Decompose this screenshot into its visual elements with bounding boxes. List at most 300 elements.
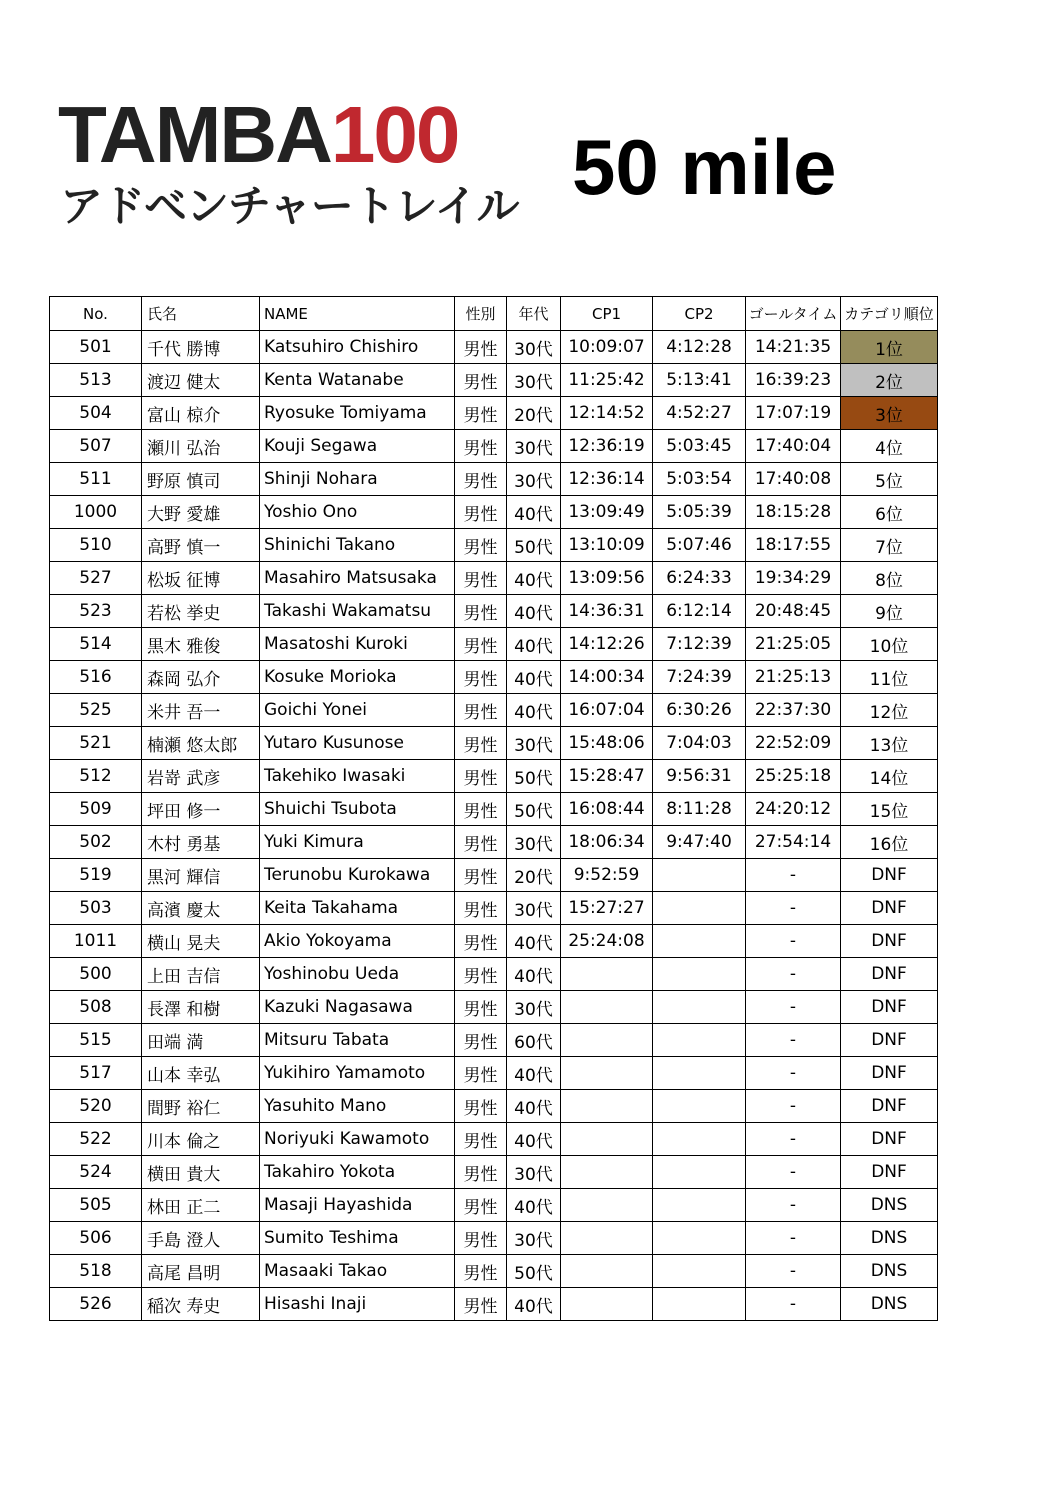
cell-name-en: Kazuki Nagasawa — [260, 991, 455, 1024]
cell-gender: 男性 — [455, 1123, 507, 1156]
cell-gender: 男性 — [455, 1288, 507, 1321]
cell-name-en: Kosuke Morioka — [260, 661, 455, 694]
cell-cp1: 16:08:44 — [561, 793, 653, 826]
cell-name-jp: 上田 吉信 — [142, 958, 260, 991]
cell-cp2 — [653, 1123, 746, 1156]
cell-name-jp: 松坂 征博 — [142, 562, 260, 595]
cell-category-rank: DNF — [841, 925, 938, 958]
cell-category-rank: 4位 — [841, 430, 938, 463]
cell-name-jp: 長澤 和樹 — [142, 991, 260, 1024]
cell-name-en: Terunobu Kurokawa — [260, 859, 455, 892]
cell-cp2: 6:12:14 — [653, 595, 746, 628]
cell-category-rank: 6位 — [841, 496, 938, 529]
cell-cp1: 18:06:34 — [561, 826, 653, 859]
cell-cp2 — [653, 1156, 746, 1189]
header-gender: 性別 — [455, 297, 507, 331]
cell-name-en: Keita Takahama — [260, 892, 455, 925]
cell-goal-time: 22:37:30 — [746, 694, 841, 727]
cell-no: 517 — [50, 1057, 142, 1090]
cell-cp1: 11:25:42 — [561, 364, 653, 397]
cell-age-group: 40代 — [507, 628, 561, 661]
cell-name-jp: 坪田 修一 — [142, 793, 260, 826]
cell-goal-time: 24:20:12 — [746, 793, 841, 826]
cell-no: 515 — [50, 1024, 142, 1057]
cell-goal-time: 19:34:29 — [746, 562, 841, 595]
cell-age-group: 40代 — [507, 1057, 561, 1090]
cell-goal-time: - — [746, 892, 841, 925]
cell-cp2: 8:11:28 — [653, 793, 746, 826]
table-row — [50, 463, 938, 496]
cell-category-rank: 14位 — [841, 760, 938, 793]
cell-cp2: 4:12:28 — [653, 331, 746, 364]
cell-no: 524 — [50, 1156, 142, 1189]
table-row — [50, 1189, 938, 1222]
cell-cp2 — [653, 1255, 746, 1288]
cell-goal-time: 18:15:28 — [746, 496, 841, 529]
cell-age-group: 20代 — [507, 859, 561, 892]
cell-no: 522 — [50, 1123, 142, 1156]
cell-cp1: 13:10:09 — [561, 529, 653, 562]
cell-no: 509 — [50, 793, 142, 826]
cell-name-en: Yasuhito Mano — [260, 1090, 455, 1123]
cell-name-en: Ryosuke Tomiyama — [260, 397, 455, 430]
table-row — [50, 694, 938, 727]
cell-no: 511 — [50, 463, 142, 496]
cell-name-en: Takahiro Yokota — [260, 1156, 455, 1189]
cell-name-jp: 高尾 昌明 — [142, 1255, 260, 1288]
cell-cp1 — [561, 1255, 653, 1288]
table-row — [50, 430, 938, 463]
cell-category-rank: 9位 — [841, 595, 938, 628]
table-row — [50, 595, 938, 628]
cell-name-en: Mitsuru Tabata — [260, 1024, 455, 1057]
page-title: 50 mile — [572, 123, 837, 211]
cell-gender: 男性 — [455, 661, 507, 694]
cell-cp2 — [653, 1288, 746, 1321]
cell-age-group: 30代 — [507, 826, 561, 859]
cell-gender: 男性 — [455, 463, 507, 496]
cell-name-jp: 黒河 輝信 — [142, 859, 260, 892]
cell-cp2: 5:05:39 — [653, 496, 746, 529]
cell-goal-time: - — [746, 1255, 841, 1288]
cell-age-group: 30代 — [507, 1222, 561, 1255]
cell-goal-time: 14:21:35 — [746, 331, 841, 364]
table-row — [50, 562, 938, 595]
cell-age-group: 40代 — [507, 562, 561, 595]
cell-age-group: 40代 — [507, 661, 561, 694]
cell-category-rank: 8位 — [841, 562, 938, 595]
cell-cp1: 13:09:49 — [561, 496, 653, 529]
cell-age-group: 40代 — [507, 496, 561, 529]
cell-name-en: Masatoshi Kuroki — [260, 628, 455, 661]
cell-name-jp: 大野 愛雄 — [142, 496, 260, 529]
cell-gender: 男性 — [455, 1255, 507, 1288]
cell-name-jp: 米井 吾一 — [142, 694, 260, 727]
cell-age-group: 40代 — [507, 1288, 561, 1321]
cell-cp2: 7:12:39 — [653, 628, 746, 661]
cell-goal-time: - — [746, 1222, 841, 1255]
cell-name-jp: 森岡 弘介 — [142, 661, 260, 694]
cell-goal-time: - — [746, 1024, 841, 1057]
table-row — [50, 826, 938, 859]
cell-cp2 — [653, 925, 746, 958]
table-row — [50, 628, 938, 661]
cell-cp1 — [561, 1222, 653, 1255]
cell-cp2: 6:30:26 — [653, 694, 746, 727]
cell-cp2: 7:24:39 — [653, 661, 746, 694]
cell-age-group: 30代 — [507, 331, 561, 364]
cell-gender: 男性 — [455, 1057, 507, 1090]
cell-age-group: 30代 — [507, 1156, 561, 1189]
table-row — [50, 1156, 938, 1189]
cell-category-rank: DNF — [841, 859, 938, 892]
cell-no: 521 — [50, 727, 142, 760]
cell-cp1 — [561, 1288, 653, 1321]
cell-goal-time: - — [746, 1090, 841, 1123]
cell-goal-time: - — [746, 1123, 841, 1156]
table-row — [50, 727, 938, 760]
cell-no: 506 — [50, 1222, 142, 1255]
table-row — [50, 364, 938, 397]
cell-cp2: 5:03:45 — [653, 430, 746, 463]
cell-cp1: 14:12:26 — [561, 628, 653, 661]
cell-category-rank: 11位 — [841, 661, 938, 694]
cell-cp2 — [653, 1057, 746, 1090]
cell-cp1: 12:14:52 — [561, 397, 653, 430]
cell-name-jp: 横田 貴大 — [142, 1156, 260, 1189]
cell-no: 527 — [50, 562, 142, 595]
cell-category-rank: DNS — [841, 1288, 938, 1321]
cell-age-group: 30代 — [507, 727, 561, 760]
cell-name-jp: 林田 正二 — [142, 1189, 260, 1222]
header-age-group: 年代 — [507, 297, 561, 331]
cell-name-en: Kenta Watanabe — [260, 364, 455, 397]
cell-name-en: Takashi Wakamatsu — [260, 595, 455, 628]
cell-no: 520 — [50, 1090, 142, 1123]
cell-name-jp: 木村 勇基 — [142, 826, 260, 859]
table-row — [50, 892, 938, 925]
header-no: No. — [50, 297, 142, 331]
cell-cp2 — [653, 958, 746, 991]
cell-category-rank: 2位 — [841, 364, 938, 397]
cell-no: 512 — [50, 760, 142, 793]
cell-name-jp: 高濱 慶太 — [142, 892, 260, 925]
cell-cp1 — [561, 958, 653, 991]
cell-name-jp: 手島 澄人 — [142, 1222, 260, 1255]
cell-cp2: 7:04:03 — [653, 727, 746, 760]
cell-goal-time: 25:25:18 — [746, 760, 841, 793]
cell-cp1: 10:09:07 — [561, 331, 653, 364]
cell-cp2: 9:56:31 — [653, 760, 746, 793]
cell-gender: 男性 — [455, 1222, 507, 1255]
cell-cp1: 16:07:04 — [561, 694, 653, 727]
cell-name-en: Masaaki Takao — [260, 1255, 455, 1288]
cell-category-rank: DNS — [841, 1222, 938, 1255]
cell-gender: 男性 — [455, 364, 507, 397]
cell-cp1: 12:36:19 — [561, 430, 653, 463]
cell-category-rank: 12位 — [841, 694, 938, 727]
cell-age-group: 30代 — [507, 991, 561, 1024]
cell-cp1 — [561, 991, 653, 1024]
cell-no: 526 — [50, 1288, 142, 1321]
cell-gender: 男性 — [455, 958, 507, 991]
cell-no: 525 — [50, 694, 142, 727]
cell-age-group: 40代 — [507, 958, 561, 991]
cell-no: 501 — [50, 331, 142, 364]
cell-name-en: Yukihiro Yamamoto — [260, 1057, 455, 1090]
cell-name-en: Yoshinobu Ueda — [260, 958, 455, 991]
cell-cp2 — [653, 859, 746, 892]
cell-gender: 男性 — [455, 991, 507, 1024]
header-category-rank: カテゴリ順位 — [841, 297, 938, 331]
cell-name-en: Sumito Teshima — [260, 1222, 455, 1255]
cell-gender: 男性 — [455, 529, 507, 562]
cell-name-jp: 川本 倫之 — [142, 1123, 260, 1156]
cell-cp1: 14:00:34 — [561, 661, 653, 694]
cell-gender: 男性 — [455, 727, 507, 760]
cell-category-rank: 13位 — [841, 727, 938, 760]
cell-cp2 — [653, 1090, 746, 1123]
cell-name-en: Masahiro Matsusaka — [260, 562, 455, 595]
table-row — [50, 991, 938, 1024]
cell-age-group: 40代 — [507, 1123, 561, 1156]
cell-cp2: 6:24:33 — [653, 562, 746, 595]
cell-category-rank: DNS — [841, 1255, 938, 1288]
cell-goal-time: 21:25:05 — [746, 628, 841, 661]
cell-gender: 男性 — [455, 1156, 507, 1189]
table-row — [50, 1057, 938, 1090]
table-row — [50, 793, 938, 826]
cell-name-en: Kouji Segawa — [260, 430, 455, 463]
cell-cp1: 25:24:08 — [561, 925, 653, 958]
cell-cp2 — [653, 991, 746, 1024]
cell-category-rank: DNF — [841, 1156, 938, 1189]
cell-no: 503 — [50, 892, 142, 925]
cell-gender: 男性 — [455, 892, 507, 925]
cell-name-en: Goichi Yonei — [260, 694, 455, 727]
cell-cp1 — [561, 1057, 653, 1090]
cell-gender: 男性 — [455, 595, 507, 628]
cell-goal-time: - — [746, 1156, 841, 1189]
cell-gender: 男性 — [455, 397, 507, 430]
cell-age-group: 50代 — [507, 760, 561, 793]
cell-age-group: 40代 — [507, 1189, 561, 1222]
cell-name-en: Shinichi Takano — [260, 529, 455, 562]
cell-name-jp: 稲次 寿史 — [142, 1288, 260, 1321]
cell-name-en: Akio Yokoyama — [260, 925, 455, 958]
cell-cp1: 15:48:06 — [561, 727, 653, 760]
cell-no: 516 — [50, 661, 142, 694]
cell-age-group: 40代 — [507, 925, 561, 958]
cell-cp2: 5:13:41 — [653, 364, 746, 397]
cell-age-group: 30代 — [507, 892, 561, 925]
cell-goal-time: - — [746, 1057, 841, 1090]
cell-category-rank: 1位 — [841, 331, 938, 364]
cell-category-rank: DNF — [841, 958, 938, 991]
cell-gender: 男性 — [455, 1024, 507, 1057]
cell-age-group: 20代 — [507, 397, 561, 430]
cell-cp1: 14:36:31 — [561, 595, 653, 628]
cell-no: 510 — [50, 529, 142, 562]
cell-name-en: Shinji Nohara — [260, 463, 455, 496]
cell-name-jp: 間野 裕仁 — [142, 1090, 260, 1123]
cell-cp2: 4:52:27 — [653, 397, 746, 430]
cell-cp1 — [561, 1090, 653, 1123]
cell-no: 513 — [50, 364, 142, 397]
table-row — [50, 1024, 938, 1057]
table-row — [50, 760, 938, 793]
cell-gender: 男性 — [455, 793, 507, 826]
cell-goal-time: 21:25:13 — [746, 661, 841, 694]
cell-category-rank: DNF — [841, 1123, 938, 1156]
cell-goal-time: 27:54:14 — [746, 826, 841, 859]
cell-goal-time: - — [746, 1288, 841, 1321]
cell-goal-time: 22:52:09 — [746, 727, 841, 760]
event-logo — [58, 92, 518, 242]
cell-name-jp: 千代 勝博 — [142, 331, 260, 364]
cell-gender: 男性 — [455, 1189, 507, 1222]
cell-no: 1000 — [50, 496, 142, 529]
cell-gender: 男性 — [455, 496, 507, 529]
header-name-jp: 氏名 — [142, 297, 260, 331]
cell-no: 508 — [50, 991, 142, 1024]
cell-name-jp: 若松 挙史 — [142, 595, 260, 628]
cell-name-jp: 山本 幸弘 — [142, 1057, 260, 1090]
cell-goal-time: - — [746, 925, 841, 958]
cell-gender: 男性 — [455, 760, 507, 793]
cell-name-en: Yutaro Kusunose — [260, 727, 455, 760]
cell-name-en: Katsuhiro Chishiro — [260, 331, 455, 364]
cell-cp2 — [653, 892, 746, 925]
cell-age-group: 40代 — [507, 1090, 561, 1123]
cell-category-rank: DNF — [841, 1057, 938, 1090]
cell-gender: 男性 — [455, 925, 507, 958]
cell-gender: 男性 — [455, 694, 507, 727]
table-row — [50, 1090, 938, 1123]
cell-goal-time: - — [746, 1189, 841, 1222]
cell-gender: 男性 — [455, 628, 507, 661]
table-row — [50, 1222, 938, 1255]
cell-cp1 — [561, 1024, 653, 1057]
cell-cp2: 5:07:46 — [653, 529, 746, 562]
cell-goal-time: 16:39:23 — [746, 364, 841, 397]
cell-name-en: Yuki Kimura — [260, 826, 455, 859]
cell-name-en: Takehiko Iwasaki — [260, 760, 455, 793]
cell-goal-time: 17:40:04 — [746, 430, 841, 463]
cell-name-en: Masaji Hayashida — [260, 1189, 455, 1222]
cell-name-en: Yoshio Ono — [260, 496, 455, 529]
header-cp2: CP2 — [653, 297, 746, 331]
table-row — [50, 925, 938, 958]
results-table — [49, 296, 938, 1321]
cell-name-en: Shuichi Tsubota — [260, 793, 455, 826]
cell-gender: 男性 — [455, 331, 507, 364]
cell-cp1: 9:52:59 — [561, 859, 653, 892]
cell-no: 505 — [50, 1189, 142, 1222]
header-goal-time: ゴールタイム — [746, 297, 841, 331]
cell-category-rank: 10位 — [841, 628, 938, 661]
cell-gender: 男性 — [455, 859, 507, 892]
cell-category-rank: 3位 — [841, 397, 938, 430]
cell-name-en: Noriyuki Kawamoto — [260, 1123, 455, 1156]
cell-cp2: 9:47:40 — [653, 826, 746, 859]
logo-title — [58, 92, 458, 178]
cell-cp1 — [561, 1123, 653, 1156]
cell-cp1: 13:09:56 — [561, 562, 653, 595]
table-row — [50, 661, 938, 694]
table-row — [50, 331, 938, 364]
cell-goal-time: 17:40:08 — [746, 463, 841, 496]
cell-category-rank: DNF — [841, 1090, 938, 1123]
cell-no: 504 — [50, 397, 142, 430]
cell-no: 500 — [50, 958, 142, 991]
cell-cp2 — [653, 1024, 746, 1057]
cell-category-rank: DNF — [841, 991, 938, 1024]
cell-no: 1011 — [50, 925, 142, 958]
cell-cp1: 15:28:47 — [561, 760, 653, 793]
cell-no: 518 — [50, 1255, 142, 1288]
cell-cp2: 5:03:54 — [653, 463, 746, 496]
cell-age-group: 40代 — [507, 694, 561, 727]
cell-name-jp: 黒木 雅俊 — [142, 628, 260, 661]
cell-goal-time: - — [746, 859, 841, 892]
table-header-row — [50, 297, 938, 331]
cell-gender: 男性 — [455, 562, 507, 595]
cell-name-jp: 高野 慎一 — [142, 529, 260, 562]
cell-age-group: 50代 — [507, 1255, 561, 1288]
cell-no: 514 — [50, 628, 142, 661]
table-row — [50, 1123, 938, 1156]
cell-age-group: 30代 — [507, 430, 561, 463]
cell-goal-time: 17:07:19 — [746, 397, 841, 430]
logo-title-main: TAMBA — [58, 90, 331, 179]
cell-gender: 男性 — [455, 430, 507, 463]
cell-no: 502 — [50, 826, 142, 859]
cell-name-jp: 富山 椋介 — [142, 397, 260, 430]
header-cp1: CP1 — [561, 297, 653, 331]
cell-age-group: 40代 — [507, 595, 561, 628]
cell-cp1 — [561, 1189, 653, 1222]
cell-name-jp: 横山 晃夫 — [142, 925, 260, 958]
cell-goal-time: 20:48:45 — [746, 595, 841, 628]
cell-no: 507 — [50, 430, 142, 463]
cell-name-jp: 瀬川 弘治 — [142, 430, 260, 463]
cell-name-jp: 野原 慎司 — [142, 463, 260, 496]
cell-category-rank: DNS — [841, 1189, 938, 1222]
header-name-en: NAME — [260, 297, 455, 331]
table-row — [50, 859, 938, 892]
cell-no: 519 — [50, 859, 142, 892]
cell-category-rank: 5位 — [841, 463, 938, 496]
cell-cp1 — [561, 1156, 653, 1189]
cell-category-rank: 15位 — [841, 793, 938, 826]
cell-name-jp: 楠瀬 悠太郎 — [142, 727, 260, 760]
cell-name-jp: 田端 満 — [142, 1024, 260, 1057]
cell-name-jp: 岩嵜 武彦 — [142, 760, 260, 793]
cell-cp2 — [653, 1222, 746, 1255]
cell-name-en: Hisashi Inaji — [260, 1288, 455, 1321]
logo-subtitle: アドベンチャートレイル — [60, 182, 519, 232]
cell-cp1: 15:27:27 — [561, 892, 653, 925]
table-row — [50, 397, 938, 430]
cell-cp2 — [653, 1189, 746, 1222]
cell-goal-time: 18:17:55 — [746, 529, 841, 562]
cell-goal-time: - — [746, 991, 841, 1024]
cell-category-rank: DNF — [841, 892, 938, 925]
cell-goal-time: - — [746, 958, 841, 991]
cell-age-group: 50代 — [507, 529, 561, 562]
cell-age-group: 50代 — [507, 793, 561, 826]
